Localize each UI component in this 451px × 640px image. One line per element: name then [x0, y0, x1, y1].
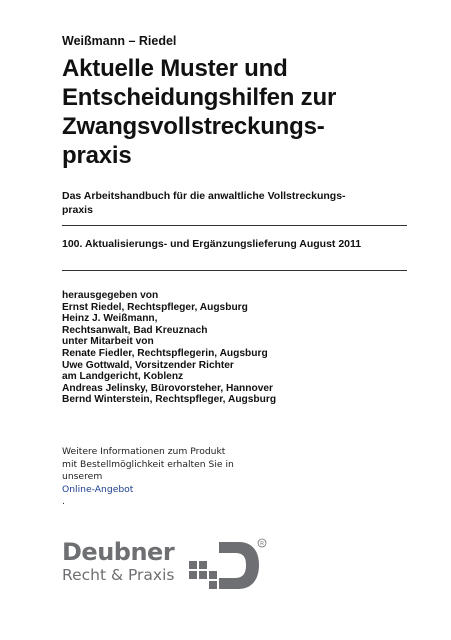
book-title-line: Entscheidungshilfen zur [62, 84, 337, 111]
credits-line: Heinz J. Weißmann, [62, 313, 158, 325]
credits-line: Renate Fiedler, Rechtspflegerin, Augsburg [62, 347, 268, 359]
product-info-line [62, 471, 262, 509]
credits-line: Ernst Riedel, Rechtspfleger, Augsburg [62, 301, 248, 313]
divider [62, 225, 407, 226]
product-info [62, 446, 262, 509]
deubner-d-logo-icon [189, 538, 267, 590]
credits-line: Uwe Gottwald, Vorsitzender Richter [62, 359, 234, 371]
credits-line: Rechtsanwalt, Bad Kreuznach [62, 324, 208, 336]
credits-list [62, 290, 276, 406]
product-info-line: Weitere Informationen zum Produkt [62, 446, 226, 457]
svg-text:R: R [260, 541, 264, 547]
credits-line: am Landgericht, Koblenz [62, 371, 184, 383]
divider [62, 270, 407, 271]
product-info-line: mit Bestellmöglichkeit erhalten Sie in [62, 458, 234, 470]
edition-statement: 100. Aktualisierungs- und Ergänzungslieferung August 2011 [62, 238, 362, 250]
product-info-prefix: unserem [62, 471, 103, 483]
book-title-line: praxis [62, 142, 132, 169]
subtitle-line: Das Arbeitshandbuch für die anwaltliche Vollstreckungs- [62, 190, 346, 202]
authors: Weißmann – Riedel [62, 34, 177, 48]
credits-line: Andreas Jelinsky, Bürovorsteher, Hannover [62, 382, 273, 394]
book-title [62, 54, 432, 170]
publisher-tagline: Recht & Praxis [62, 566, 175, 584]
credits-line: herausgegeben von [62, 290, 159, 301]
book-title-line: Zwangsvollstreckungs- [62, 113, 325, 140]
publisher-name: Deubner [62, 538, 175, 566]
subtitle-line: praxis [62, 203, 93, 216]
online-angebot-link[interactable]: Online-Angebot [62, 483, 134, 495]
book-title-line: Aktuelle Muster und [62, 55, 288, 82]
product-info-suffix: . [62, 496, 65, 508]
subtitle [62, 190, 407, 217]
credits-line: unter Mitarbeit von [62, 336, 154, 348]
credits-line: Bernd Winterstein, Rechtspfleger, Augsburg [62, 394, 277, 406]
